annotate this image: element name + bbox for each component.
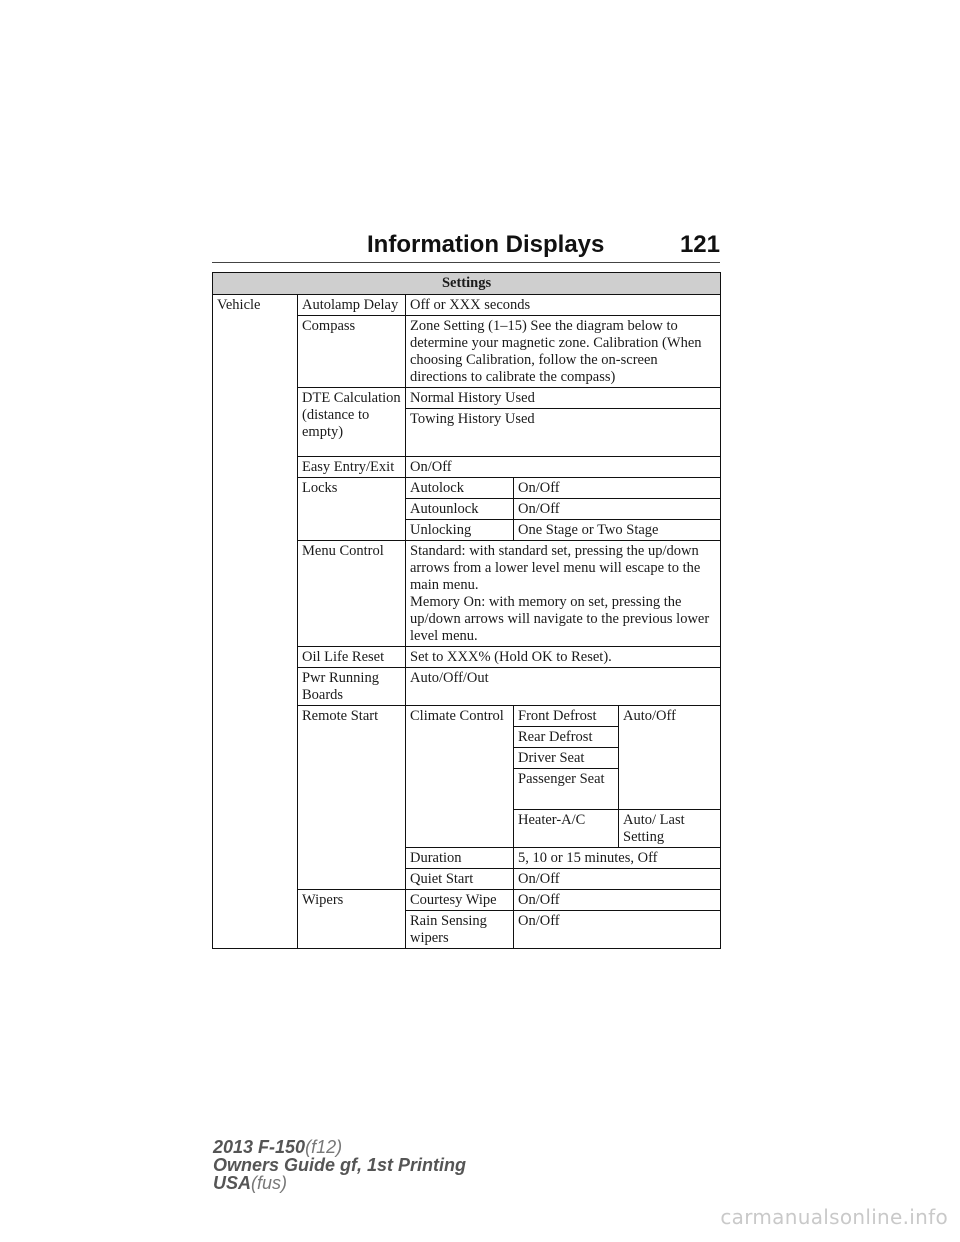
autolock-value: On/Off	[514, 478, 721, 499]
remote-start-label: Remote Start	[298, 706, 406, 890]
quiet-start-label: Quiet Start	[406, 869, 514, 890]
footer-line-model	[213, 1138, 466, 1156]
footer-market-code: (fus)	[251, 1173, 288, 1193]
climate-control-label: Climate Control	[406, 706, 514, 848]
menu-control-memory: Memory On: with memory on set, pressing the up/down arrows will navigate to the previous lower level menu.	[410, 594, 710, 644]
autolamp-label: Autolamp Delay	[298, 295, 406, 316]
footer-guide: Owners Guide gf, 1st Printing	[213, 1155, 467, 1175]
dte-option-normal: Normal History Used	[406, 388, 721, 409]
quiet-start-value: On/Off	[514, 869, 721, 890]
settings-table	[212, 272, 721, 949]
wipers-label: Wipers	[298, 890, 406, 949]
passenger-seat-label: Passenger Seat	[514, 769, 619, 810]
climate-seat-value: Auto/Off	[619, 706, 721, 810]
table-title-row	[213, 273, 721, 295]
menu-control-value	[406, 541, 721, 647]
locks-label: Locks	[298, 478, 406, 541]
compass-value: Zone Setting (1–15) See the diagram below to determine your magnetic zone. Calibration (When choosing Calibration, follow the on-screen directions to calibrate the compass)	[406, 316, 721, 388]
heater-ac-label: Heater-A/C	[514, 810, 619, 848]
courtesy-wipe-value: On/Off	[514, 890, 721, 911]
table-title: Settings	[213, 273, 721, 295]
page-header	[212, 228, 720, 263]
compass-label: Compass	[298, 316, 406, 388]
autolock-label: Autolock	[406, 478, 514, 499]
duration-value: 5, 10 or 15 minutes, Off	[514, 848, 721, 869]
unlocking-value: One Stage or Two Stage	[514, 520, 721, 541]
unlocking-label: Unlocking	[406, 520, 514, 541]
page-number: 121	[679, 231, 720, 258]
oil-life-label: Oil Life Reset	[298, 647, 406, 668]
autolamp-value: Off or XXX seconds	[406, 295, 721, 316]
easy-entry-label: Easy Entry/Exit	[298, 457, 406, 478]
rain-sensing-value: On/Off	[514, 911, 721, 949]
vehicle-group-cell: Vehicle	[213, 295, 298, 949]
dte-label: DTE Calculation (distance to empty)	[298, 388, 406, 457]
front-defrost-label: Front Defrost	[514, 706, 619, 727]
heater-ac-value: Auto/ Last Setting	[619, 810, 721, 848]
footer-model-code: (f12)	[305, 1137, 343, 1157]
watermark: carmanualsonline.info	[720, 1205, 948, 1229]
page-footer	[213, 1138, 466, 1192]
menu-control-standard: Standard: with standard set, pressing the up/down arrows from a lower level menu will escape to the main menu.	[410, 543, 701, 593]
rear-defrost-label: Rear Defrost	[514, 727, 619, 748]
section-title: Information Displays	[367, 231, 605, 258]
autounlock-value: On/Off	[514, 499, 721, 520]
courtesy-wipe-label: Courtesy Wipe	[406, 890, 514, 911]
running-boards-value: Auto/Off/Out	[406, 668, 721, 706]
duration-label: Duration	[406, 848, 514, 869]
table-row	[213, 295, 721, 316]
running-boards-label: Pwr Running Boards	[298, 668, 406, 706]
footer-market: USA	[213, 1173, 252, 1193]
autounlock-label: Autounlock	[406, 499, 514, 520]
menu-control-label: Menu Control	[298, 541, 406, 647]
footer-model: 2013 F-150	[213, 1137, 306, 1157]
oil-life-value: Set to XXX% (Hold OK to Reset).	[406, 647, 721, 668]
driver-seat-label: Driver Seat	[514, 748, 619, 769]
easy-entry-value: On/Off	[406, 457, 721, 478]
dte-option-towing: Towing History Used	[406, 409, 721, 457]
footer-line-market	[213, 1174, 466, 1192]
rain-sensing-label: Rain Sensing wipers	[406, 911, 514, 949]
